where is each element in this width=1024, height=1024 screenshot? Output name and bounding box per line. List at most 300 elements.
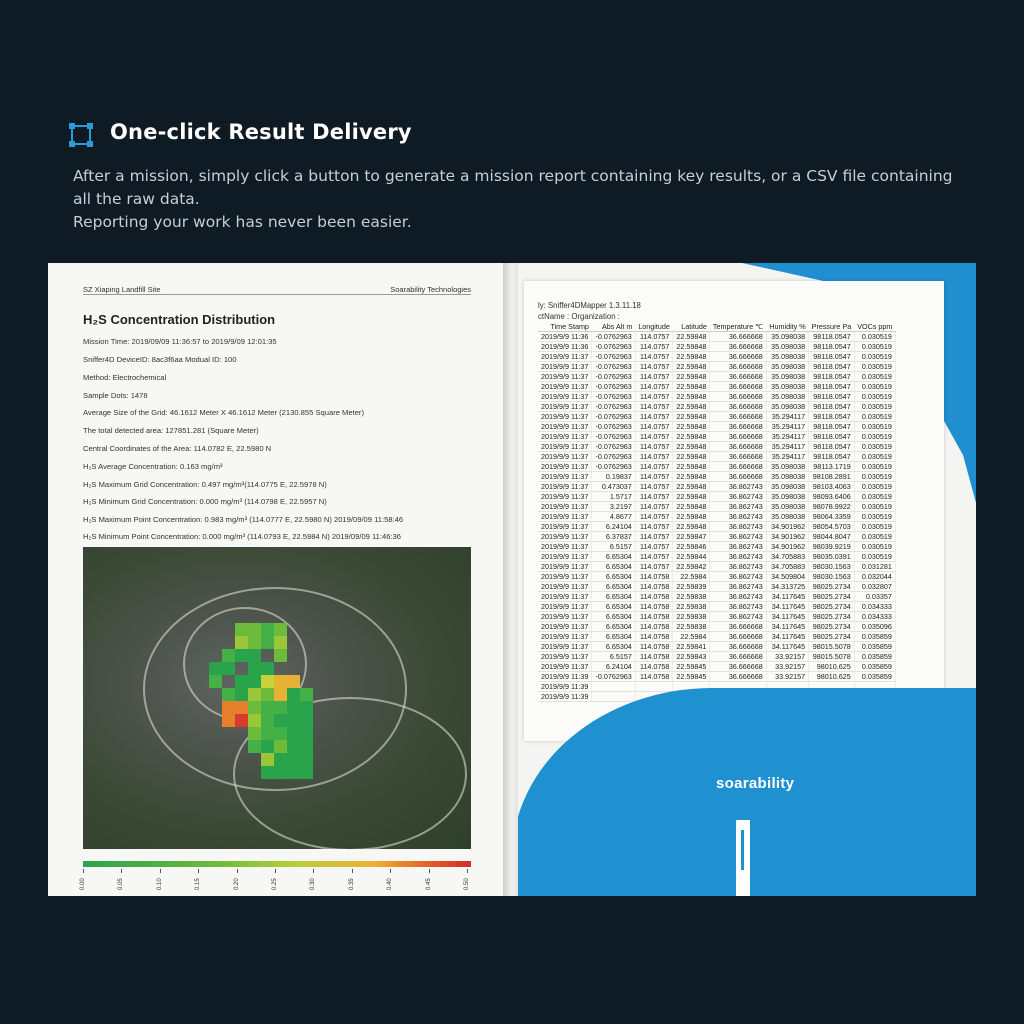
csv-cell: 2019/9/9 11:37	[538, 602, 592, 612]
csv-cell: 2019/9/9 11:37	[538, 502, 592, 512]
heatmap-grid-cell	[300, 701, 313, 714]
csv-cell: 33.92157	[766, 672, 808, 682]
csv-cell: 34.117645	[766, 592, 808, 602]
csv-cell: 6.37837	[592, 532, 635, 542]
heatmap-grid-cell	[261, 636, 274, 649]
csv-cell: 1.5717	[592, 492, 635, 502]
heatmap-grid-cell	[261, 623, 274, 636]
csv-column-header: Time Stamp	[538, 322, 592, 332]
csv-cell: 6.65304	[592, 632, 635, 642]
csv-cell: 36.666668	[710, 472, 766, 482]
scale-label: 0.10	[156, 878, 163, 890]
csv-cell: 114.0757	[635, 402, 673, 412]
csv-cell: 114.0757	[635, 362, 673, 372]
csv-cell: 22.59848	[673, 472, 710, 482]
csv-cell: 36.666668	[710, 442, 766, 452]
scale-label: 0.20	[233, 878, 240, 890]
scale-tick	[83, 869, 84, 873]
csv-cell: 34.117645	[766, 612, 808, 622]
csv-cell: 98035.0391	[809, 552, 855, 562]
heatmap-grid-cell	[261, 675, 274, 688]
csv-cell: 114.0758	[635, 672, 673, 682]
csv-cell: 35.294117	[766, 432, 808, 442]
csv-cell: 0.030519	[854, 392, 895, 402]
csv-row	[538, 662, 895, 672]
csv-cell: 2019/9/9 11:37	[538, 442, 592, 452]
csv-cell: 0.473037	[592, 482, 635, 492]
heatmap-grid-cell	[300, 753, 313, 766]
csv-cell: 6.5157	[592, 652, 635, 662]
csv-cell: 114.0758	[635, 602, 673, 612]
csv-row	[538, 402, 895, 412]
csv-row	[538, 332, 895, 342]
heatmap-grid-cell	[222, 714, 235, 727]
csv-meta-app: ly: Sniffer4DMapper 1.3.11.18	[538, 301, 641, 310]
heatmap-grid-cell	[235, 714, 248, 727]
csv-cell: 36.862743	[710, 482, 766, 492]
report-page	[48, 263, 503, 896]
heatmap-grid-cell	[235, 701, 248, 714]
csv-row	[538, 672, 895, 682]
report-line: Sniffer4D DeviceID: 8ac3f6aa Modual ID: 100	[83, 355, 237, 364]
csv-cell: 98118.0547	[809, 412, 855, 422]
csv-cell: 22.5984	[673, 572, 710, 582]
selection-square-icon	[68, 122, 94, 148]
scale-label: 0.30	[310, 878, 317, 890]
csv-cell: 22.59848	[673, 372, 710, 382]
heatmap-grid-cell	[248, 675, 261, 688]
csv-cell: 35.098038	[766, 512, 808, 522]
csv-cell: 6.65304	[592, 552, 635, 562]
csv-cell: 2019/9/9 11:37	[538, 512, 592, 522]
csv-cell: 35.098038	[766, 502, 808, 512]
heatmap-grid-cell	[300, 740, 313, 753]
csv-cell: 0.030519	[854, 422, 895, 432]
csv-cell: 36.862743	[710, 532, 766, 542]
csv-cell: -0.0762963	[592, 372, 635, 382]
csv-cell: 98118.0547	[809, 342, 855, 352]
csv-cell: 34.901962	[766, 532, 808, 542]
csv-cell: 36.666668	[710, 362, 766, 372]
heatmap-grid-cell	[222, 688, 235, 701]
csv-cell: 35.294117	[766, 412, 808, 422]
heatmap-grid-cell	[261, 701, 274, 714]
csv-cell: 2019/9/9 11:37	[538, 412, 592, 422]
csv-cell: 33.92157	[766, 662, 808, 672]
concentration-heatmap	[83, 547, 471, 849]
csv-cell: 22.59844	[673, 552, 710, 562]
feature-description	[73, 165, 973, 234]
csv-cell: 2019/9/9 11:37	[538, 352, 592, 362]
csv-cell: 36.862743	[710, 542, 766, 552]
csv-cell: 36.666668	[710, 652, 766, 662]
csv-cell: 36.666668	[710, 352, 766, 362]
csv-cell: 2019/9/9 11:37	[538, 592, 592, 602]
csv-row	[538, 632, 895, 642]
csv-row	[538, 372, 895, 382]
csv-cell: 2019/9/9 11:37	[538, 542, 592, 552]
csv-cell: 36.862743	[710, 582, 766, 592]
csv-cell: 35.098038	[766, 372, 808, 382]
csv-cell: 22.59845	[673, 672, 710, 682]
csv-cell: 2019/9/9 11:39	[538, 672, 592, 682]
scale-label: 0.15	[195, 878, 202, 890]
csv-cell: 22.59848	[673, 442, 710, 452]
csv-row	[538, 612, 895, 622]
heatmap-grid-cell	[287, 688, 300, 701]
csv-sheet	[524, 281, 944, 741]
csv-cell: 114.0758	[635, 652, 673, 662]
csv-cell: 2019/9/9 11:37	[538, 452, 592, 462]
csv-cell: 98010.625	[809, 672, 855, 682]
csv-row	[538, 572, 895, 582]
csv-cell: 98025.2734	[809, 612, 855, 622]
csv-column-header: VOCs ppm	[854, 322, 895, 332]
csv-meta-project: ctName : Organization :	[538, 312, 620, 321]
heatmap-grid-cell	[248, 740, 261, 753]
csv-cell: 22.59838	[673, 592, 710, 602]
heatmap-grid-cell	[274, 649, 287, 662]
csv-cell: 114.0757	[635, 562, 673, 572]
csv-cell: 35.098038	[766, 352, 808, 362]
heatmap-grid-cell	[248, 727, 261, 740]
csv-cell: -0.0762963	[592, 412, 635, 422]
csv-cell: 36.862743	[710, 602, 766, 612]
heatmap-grid-cell	[261, 727, 274, 740]
csv-cell: 114.0757	[635, 532, 673, 542]
csv-cell: 98015.5078	[809, 652, 855, 662]
scale-tick	[390, 869, 391, 873]
csv-cell: -0.0762963	[592, 462, 635, 472]
csv-cell: 2019/9/9 11:39	[538, 692, 592, 702]
csv-cell: 35.294117	[766, 422, 808, 432]
csv-cell: 22.59848	[673, 492, 710, 502]
csv-cell: 114.0757	[635, 452, 673, 462]
report-line: H₂S Maximum Point Concentration: 0.983 mg/m³ (114.0777 E, 22.5980 N) 2019/09/09 11:58:46	[83, 515, 404, 524]
csv-cell: 22.59848	[673, 382, 710, 392]
scale-label: 0.05	[118, 878, 125, 890]
csv-cell: -0.0762963	[592, 672, 635, 682]
feature-description-line-1: After a mission, simply click a button to generate a mission report containing key results, or a CSV file containing all the raw data.	[73, 167, 953, 208]
csv-cell: 114.0758	[635, 612, 673, 622]
csv-cell: 2019/9/9 11:37	[538, 632, 592, 642]
csv-cell: 114.0757	[635, 482, 673, 492]
csv-cell: 98118.0547	[809, 332, 855, 342]
csv-cell: 2019/9/9 11:37	[538, 432, 592, 442]
csv-cell: 98030.1563	[809, 562, 855, 572]
csv-cell: 22.59847	[673, 532, 710, 542]
csv-cell: 36.666668	[710, 452, 766, 462]
csv-cell: 22.59848	[673, 422, 710, 432]
csv-cell: 0.030519	[854, 412, 895, 422]
heatmap-grid-cell	[209, 662, 222, 675]
csv-cell: 36.862743	[710, 522, 766, 532]
csv-cell: 98039.9219	[809, 542, 855, 552]
csv-cell: 114.0757	[635, 412, 673, 422]
csv-column-header: Longitude	[635, 322, 673, 332]
report-line: Mission Time: 2019/09/09 11:36:57 to 2019/9/09 12:01:35	[83, 337, 277, 346]
csv-cell: 114.0757	[635, 372, 673, 382]
csv-cell: 98113.1719	[809, 462, 855, 472]
report-line: Method: Electrochemical	[83, 373, 167, 382]
csv-cell: 98118.0547	[809, 402, 855, 412]
heatmap-grid-cell	[222, 701, 235, 714]
csv-cell: 98030.1563	[809, 572, 855, 582]
heatmap-grid-cell	[300, 727, 313, 740]
heatmap-grid-cell	[287, 714, 300, 727]
csv-row	[538, 652, 895, 662]
csv-row	[538, 582, 895, 592]
csv-cell: 0.030519	[854, 502, 895, 512]
csv-cell: 0.19837	[592, 472, 635, 482]
scale-label: 0.00	[80, 878, 86, 890]
csv-cell: 34.117645	[766, 632, 808, 642]
csv-row	[538, 592, 895, 602]
csv-cell: 6.65304	[592, 602, 635, 612]
color-scale-bar	[83, 861, 471, 867]
csv-cell: 22.59838	[673, 602, 710, 612]
csv-row	[538, 422, 895, 432]
csv-cell: 114.0757	[635, 462, 673, 472]
csv-cell: 98118.0547	[809, 432, 855, 442]
csv-cell: 98118.0547	[809, 382, 855, 392]
csv-cell: 114.0757	[635, 552, 673, 562]
csv-cell: 34.313725	[766, 582, 808, 592]
csv-cell: 22.5984	[673, 632, 710, 642]
heatmap-grid-cell	[235, 675, 248, 688]
csv-cell: 36.666668	[710, 622, 766, 632]
csv-cell: 36.666668	[710, 422, 766, 432]
csv-cell: 22.59848	[673, 362, 710, 372]
csv-cell: 36.862743	[710, 612, 766, 622]
csv-cell: 114.0757	[635, 522, 673, 532]
csv-row	[538, 472, 895, 482]
heatmap-grid-cell	[235, 636, 248, 649]
csv-cell: 35.098038	[766, 342, 808, 352]
heatmap-grid-cell	[248, 636, 261, 649]
csv-cell: 114.0757	[635, 442, 673, 452]
report-line: H₂S Minimum Grid Concentration: 0.000 mg/m³ (114.0798 E, 22.5957 N)	[83, 497, 327, 506]
csv-cell: 0.030519	[854, 452, 895, 462]
csv-cell: 22.59841	[673, 642, 710, 652]
csv-cell: 0.035859	[854, 632, 895, 642]
csv-cell: 34.705883	[766, 562, 808, 572]
heatmap-grid-cell	[274, 623, 287, 636]
header-divider	[83, 294, 471, 295]
csv-cell	[592, 692, 635, 702]
csv-cell: 98118.0547	[809, 372, 855, 382]
csv-cell: 114.0757	[635, 332, 673, 342]
csv-row	[538, 552, 895, 562]
csv-cell: 36.666668	[710, 432, 766, 442]
csv-cell: 114.0757	[635, 392, 673, 402]
csv-cell: 98044.8047	[809, 532, 855, 542]
report-line: Average Size of the Grid: 46.1612 Meter X 46.1612 Meter (2130.855 Square Meter)	[83, 408, 364, 417]
csv-cell: 34.117645	[766, 642, 808, 652]
csv-cell: 6.65304	[592, 592, 635, 602]
csv-cell: 0.030519	[854, 482, 895, 492]
csv-cell: -0.0762963	[592, 362, 635, 372]
csv-cell: 2019/9/9 11:37	[538, 562, 592, 572]
csv-row	[538, 522, 895, 532]
csv-cell: 22.59846	[673, 542, 710, 552]
csv-column-header: Pressure Pa	[809, 322, 855, 332]
csv-cell: 2019/9/9 11:37	[538, 362, 592, 372]
heatmap-grid-cell	[300, 714, 313, 727]
csv-cell: 34.117645	[766, 622, 808, 632]
csv-table	[538, 322, 896, 702]
csv-cell: 2019/9/9 11:37	[538, 622, 592, 632]
heatmap-grid-cell	[209, 675, 222, 688]
heatmap-grid-cell	[287, 753, 300, 766]
csv-row	[538, 542, 895, 552]
csv-cell: 98093.6406	[809, 492, 855, 502]
csv-cell: 35.098038	[766, 392, 808, 402]
csv-cell: 98118.0547	[809, 442, 855, 452]
csv-cell: 98025.2734	[809, 582, 855, 592]
csv-cell: 4.8677	[592, 512, 635, 522]
scale-tick	[237, 869, 238, 873]
csv-cell: 0.030519	[854, 552, 895, 562]
csv-cell: 34.509804	[766, 572, 808, 582]
csv-cell: 98108.2891	[809, 472, 855, 482]
csv-cell: 22.59838	[673, 622, 710, 632]
scale-tick	[313, 869, 314, 873]
csv-cell: 22.59848	[673, 502, 710, 512]
report-company-name: Soarability Technologies	[390, 285, 471, 294]
heatmap-grid-cell	[235, 688, 248, 701]
scale-tick	[160, 869, 161, 873]
csv-cell: 36.666668	[710, 662, 766, 672]
csv-column-header: Abs Alt m	[592, 322, 635, 332]
csv-cell: 22.59848	[673, 392, 710, 402]
csv-cell: 6.65304	[592, 582, 635, 592]
csv-cell: 0.030519	[854, 402, 895, 412]
csv-cell: 114.0757	[635, 472, 673, 482]
csv-cell: 98025.2734	[809, 622, 855, 632]
csv-cell: 98025.2734	[809, 592, 855, 602]
csv-cell: 2019/9/9 11:37	[538, 652, 592, 662]
csv-cell: 22.59848	[673, 332, 710, 342]
csv-cell: 22.59838	[673, 612, 710, 622]
csv-cell: 22.59842	[673, 562, 710, 572]
csv-cell: 36.666668	[710, 672, 766, 682]
csv-cell: 36.666668	[710, 642, 766, 652]
scale-label: 0.45	[425, 878, 432, 890]
csv-cell: 98064.3359	[809, 512, 855, 522]
csv-cell: 22.59848	[673, 512, 710, 522]
csv-cell: 2019/9/9 11:37	[538, 402, 592, 412]
csv-cell: 0.030519	[854, 332, 895, 342]
csv-cell	[635, 682, 673, 692]
csv-row	[538, 562, 895, 572]
csv-cell: 2019/9/9 11:37	[538, 492, 592, 502]
csv-cell: 114.0758	[635, 592, 673, 602]
page-gutter	[503, 263, 518, 896]
heatmap-grid-cell	[274, 714, 287, 727]
csv-cell: 98118.0547	[809, 452, 855, 462]
heatmap-grid-cell	[274, 740, 287, 753]
csv-cell: 2019/9/9 11:37	[538, 482, 592, 492]
brand-logo: soarability	[716, 775, 795, 792]
csv-cell: 36.862743	[710, 492, 766, 502]
csv-cell: 0.032807	[854, 582, 895, 592]
csv-cell: 6.65304	[592, 622, 635, 632]
csv-cell: 3.2197	[592, 502, 635, 512]
heatmap-grid-cell	[261, 688, 274, 701]
csv-cell: 22.59848	[673, 352, 710, 362]
csv-cell: 35.098038	[766, 462, 808, 472]
scale-tick	[352, 869, 353, 873]
csv-cell: 36.666668	[710, 342, 766, 352]
heatmap-grid-cell	[261, 662, 274, 675]
feature-description-line-2: Reporting your work has never been easier.	[73, 213, 412, 231]
csv-cell: 36.666668	[710, 372, 766, 382]
csv-cell: 98025.2734	[809, 632, 855, 642]
csv-cell: 2019/9/9 11:37	[538, 582, 592, 592]
heatmap-grid-cell	[274, 727, 287, 740]
csv-cell: 22.59845	[673, 662, 710, 672]
csv-column-header: Humidity %	[766, 322, 808, 332]
csv-row	[538, 492, 895, 502]
csv-cell: 0.030519	[854, 372, 895, 382]
csv-cell: 36.666668	[710, 332, 766, 342]
csv-cell: -0.0762963	[592, 332, 635, 342]
heatmap-grid-cell	[261, 753, 274, 766]
card-slot	[736, 820, 750, 896]
csv-cell: 98010.625	[809, 662, 855, 672]
report-line: H₂S Average Concentration: 0.163 mg/m³	[83, 462, 223, 471]
heatmap-grid-cell	[222, 662, 235, 675]
csv-cell: 2019/9/9 11:37	[538, 552, 592, 562]
csv-cell: 22.59848	[673, 432, 710, 442]
csv-cell: 0.030519	[854, 342, 895, 352]
csv-cell: 0.030519	[854, 432, 895, 442]
csv-cell: 0.030519	[854, 472, 895, 482]
csv-cell: 0.035859	[854, 672, 895, 682]
csv-cell: 0.030519	[854, 442, 895, 452]
csv-cell: 98054.5703	[809, 522, 855, 532]
csv-cell: 36.862743	[710, 592, 766, 602]
heatmap-grid-cell	[248, 623, 261, 636]
scale-label: 0.35	[348, 878, 355, 890]
csv-cell: 0.030519	[854, 492, 895, 502]
csv-cell: 6.65304	[592, 612, 635, 622]
csv-cell: 0.030519	[854, 362, 895, 372]
heatmap-grid-cell	[248, 714, 261, 727]
csv-cell: 35.098038	[766, 362, 808, 372]
csv-row	[538, 392, 895, 402]
csv-cell: -0.0762963	[592, 382, 635, 392]
csv-cell: 35.098038	[766, 332, 808, 342]
csv-cell: 0.030519	[854, 542, 895, 552]
csv-cell: 0.030519	[854, 382, 895, 392]
csv-cell: 2019/9/9 11:37	[538, 532, 592, 542]
csv-cell: -0.0762963	[592, 402, 635, 412]
heatmap-grid-cell	[300, 766, 313, 779]
csv-cell: 114.0757	[635, 492, 673, 502]
csv-cell: 6.65304	[592, 572, 635, 582]
csv-cell: 34.901962	[766, 522, 808, 532]
heatmap-grid-cell	[287, 701, 300, 714]
csv-cell: 98103.4063	[809, 482, 855, 492]
csv-row	[538, 452, 895, 462]
report-line: H₂S Maximum Grid Concentration: 0.497 mg/m³(114.0775 E, 22.5978 N)	[83, 480, 327, 489]
csv-cell: 98118.0547	[809, 352, 855, 362]
csv-cell: 0.030519	[854, 352, 895, 362]
csv-row	[538, 352, 895, 362]
csv-cell: 0.034333	[854, 602, 895, 612]
